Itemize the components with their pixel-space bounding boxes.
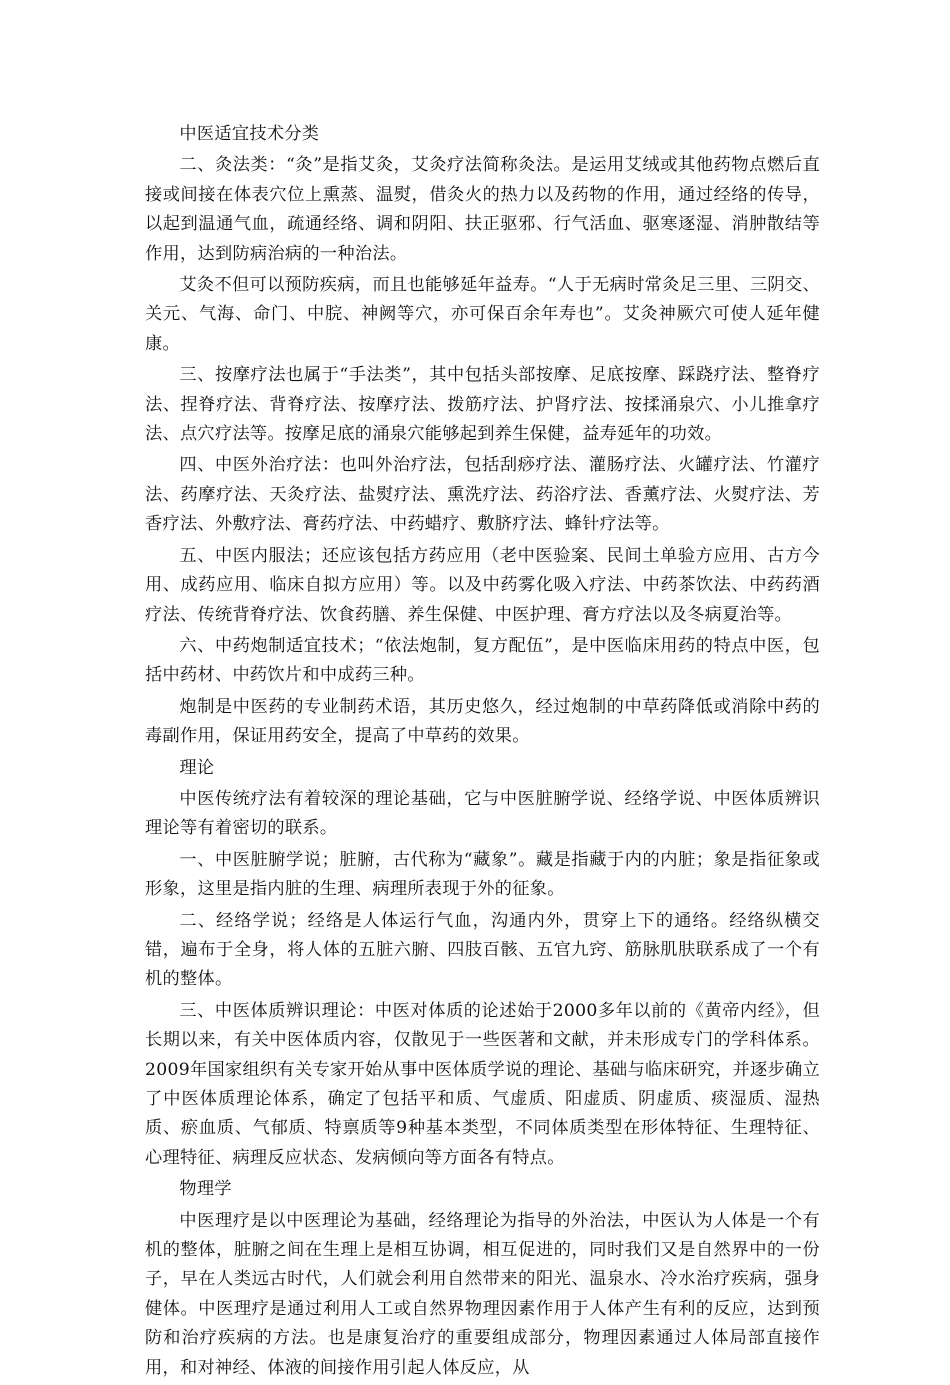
paragraph-massage: 三、按摩疗法也属于“手法类”，其中包括头部按摩、足底按摩、踩跷疗法、整脊疗法、捏脊疗法、背脊疗法、按摩疗法、拨筋疗法、护肾疗法、按揉涌泉穴、小儿推拿疗法、点穴疗法等。按摩足底的涌泉穴能够起到养生保健，益寿延年的功效。 [145,365,820,445]
paragraph-moxibustion-longevity: 艾灸不但可以预防疾病，而且也能够延年益寿。“人于无病时常灸足三里、三阴交、关元、气海、命门、中脘、神阙等穴，亦可保百余年寿也”。艾灸神厥穴可使人延年健康。 [145,275,820,354]
paragraph-external-therapy: 四、中医外治疗法：也叫外治疗法，包括刮痧疗法、灌肠疗法、火罐疗法、竹灌疗法、药摩疗法、天灸疗法、盐熨疗法、熏洗疗法、药浴疗法、香薰疗法、火熨疗法、芳香疗法、外敷疗法、膏药疗法、中药蜡疗、敷脐疗法、蜂针疗法等。 [145,455,820,535]
paragraph-internal-medicine: 五、中医内服法；还应该包括方药应用（老中医验案、民间土单验方应用、古方今用、成药应用、临床自拟方应用）等。以及中药雾化吸入疗法、中药茶饮法、中药药酒疗法、传统背脊疗法、饮食药膳、养生保健、中医护理、膏方疗法以及冬病夏治等。 [145,545,820,625]
paragraph-theory-intro: 中医传统疗法有着较深的理论基础，它与中医脏腑学说、经络学说、中医体质辨识理论等有着密切的联系。 [145,788,820,839]
paragraph-processing-definition: 炮制是中医药的专业制药术语，其历史悠久，经过炮制的中草药降低或消除中药的毒副作用，保证用药安全，提高了中草药的效果。 [145,696,820,747]
document-page [145,120,820,1385]
paragraph-moxibustion: 二、灸法类：“灸”是指艾灸，艾灸疗法简称灸法。是运用艾绒或其他药物点燃后直接或间接在体表穴位上熏蒸、温熨，借灸火的热力以及药物的作用，通过经络的传导，以起到温通气血，疏通经络、调和阴阳、扶正驱邪、行气活血、驱寒逐湿、消肿散结等作用，达到防病治病的一种治法。 [145,155,820,264]
paragraph-herb-processing: 六、中药炮制适宜技术；“依法炮制，复方配伍”，是中医临床用药的特点中医，包括中药材、中药饮片和中成药三种。 [145,635,820,686]
section-heading-physics: 物理学 [179,1179,232,1200]
paragraph-constitution: 三、中医体质辨识理论：中医对体质的论述始于2000多年以前的《黄帝内经》，但长期以来，有关中医体质内容，仅散见于一些医著和文献，并未形成专门的学科体系。2009年国家组织有关专家开始从事中医体质学说的理论、基础与临床研究，并逐步确立了中医体质理论体系，确定了包括平和质、气虚质、阳虚质、阴虚质、痰湿质、湿热质、瘀血质、气郁质、特禀质等9种基本类型，不同体质类型在形体特征、生理特征、心理特征、病理反应状态、发病倾向等方面各有特点。 [145,1000,820,1168]
paragraph-meridian: 二、经络学说；经络是人体运行气血，沟通内外，贯穿上下的通络。经络纵横交错，遍布于全身，将人体的五脏六腑、四肢百骸、五官九窍、筋脉肌肤联系成了一个有机的整体。 [145,910,820,990]
paragraph-zangfu: 一、中医脏腑学说；脏腑，古代称为“藏象”。藏是指藏于内的内脏；象是指征象或形象，这里是指内脏的生理、病理所表现于外的征象。 [145,849,820,900]
section-heading-theory: 理论 [179,757,215,778]
paragraph-physiotherapy: 中医理疗是以中医理论为基础，经络理论为指导的外治法，中医认为人体是一个有机的整体，脏腑之间在生理上是相互协调，相互促进的，同时我们又是自然界中的一份子，早在人类远古时代，人们就会利用自然带来的阳光、温泉水、冷水治疗疾病，强身健体。中医理疗是通过利用人工或自然界物理因素作用于人体产生有利的反应，达到预防和治疗疾病的方法。也是康复治疗的重要组成部分，物理因素通过人体局部直接作用，和对神经、体液的间接作用引起人体反应，从 [145,1210,820,1378]
section-heading-classification: 中医适宜技术分类 [179,124,320,144]
